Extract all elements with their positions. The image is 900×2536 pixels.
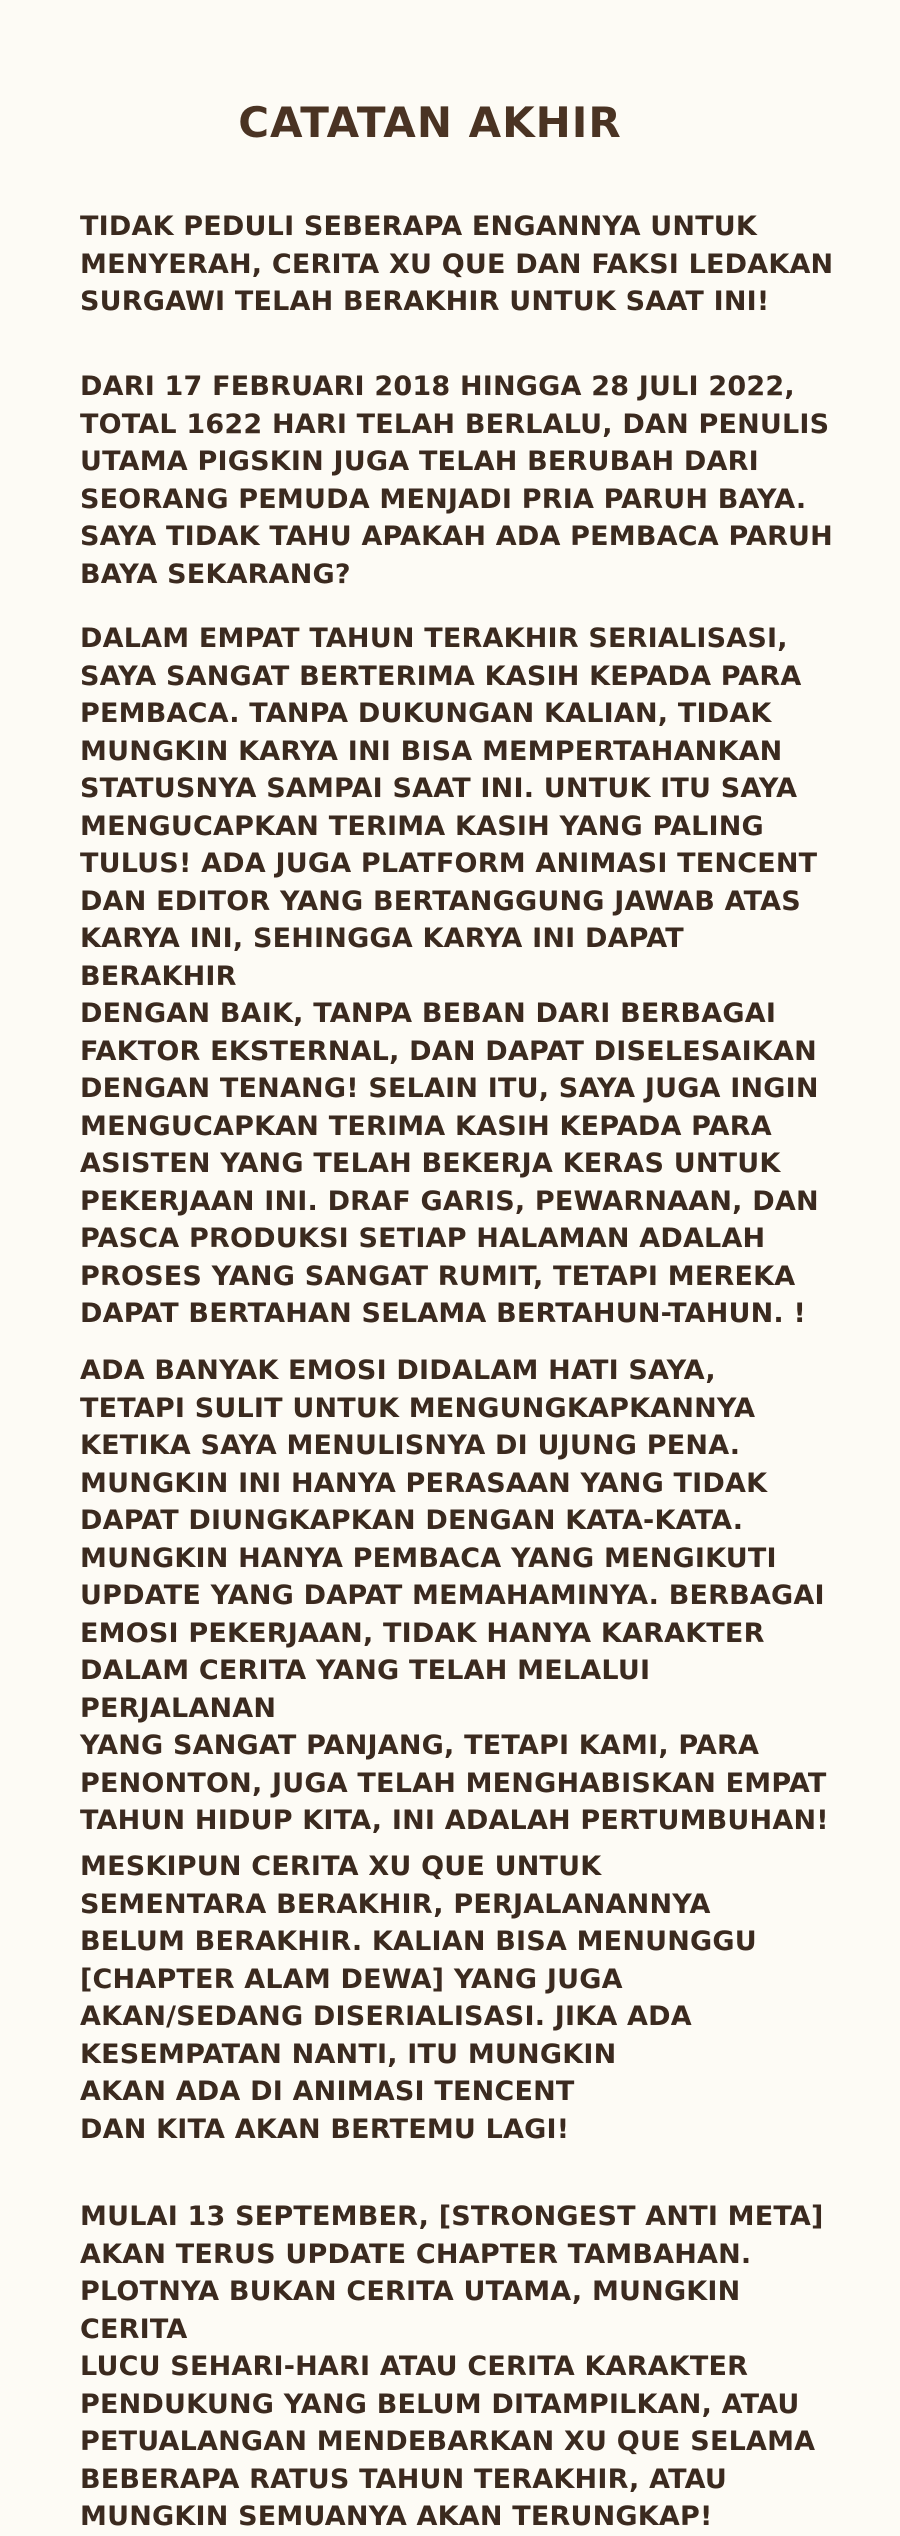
paragraph-6: MULAI 13 SEPTEMBER, [STRONGEST ANTI META] AKAN TERUS UPDATE CHAPTER TAMBAHAN. PLOTNYA BUKAN CERITA UTAMA, MUNGKIN CERITA LUCU SEHARI-HARI ATAU CERITA KARAKTER PENDUKUNG YANG BELUM DITAMPILKAN, ATAU PETUALANGAN MENDEBARKAN XU QUE SELAMA BEBERAPA RATUS TAHUN TERAKHIR, ATAU MUNGKIN SEMUANYA AKAN TERUNGKAP! [80,2201,824,2532]
paragraph-4: ADA BANYAK EMOSI DIDALAM HATI SAYA, TETAPI SULIT UNTUK MENGUNGKAPKANNYA KETIKA SAYA MENULISNYA DI UJUNG PENA. MUNGKIN INI HANYA PERASAAN YANG TIDAK DAPAT DIUNGKAPKAN DENGAN KATA-KATA. MUNGKIN HANYA PEMBACA YANG MENGIKUTI UPDATE YANG DAPAT MEMAHAMINYA. BERBAGAI EMOSI PEKERJAAN, TIDAK HANYA KARAKTER DALAM CERITA YANG TELAH MELALUI PERJALANAN YANG SANGAT PANJANG, TETAPI KAMI, PARA PENONTON, JUGA TELAH MENGHABISKAN EMPAT TAHUN HIDUP KITA, INI ADALAH PERTUMBUHAN! [80,1355,829,1836]
page-title: CATATAN AKHIR [238,98,622,148]
paragraph-5: MESKIPUN CERITA XU QUE UNTUK SEMENTARA BERAKHIR, PERJALANANNYA BELUM BERAKHIR. KALIAN BISA MENUNGGU [CHAPTER ALAM DEWA] YANG JUGA AKAN/SEDANG DISERIALISASI. JIKA ADA KESEMPATAN NANTI, ITU MUNGKIN AKAN ADA DI ANIMASI TENCENT DAN KITA AKAN BERTEMU LAGI! [80,1851,757,2145]
paragraph-1: TIDAK PEDULI SEBERAPA ENGANNYA UNTUK MENYERAH, CERITA XU QUE DAN FAKSI LEDAKAN SURGAWI TELAH BERAKHIR UNTUK SAAT INI! [80,211,834,317]
paragraph-2: DARI 17 FEBRUARI 2018 HINGGA 28 JULI 2022, TOTAL 1622 HARI TELAH BERLALU, DAN PENULIS UTAMA PIGSKIN JUGA TELAH BERUBAH DARI SEORANG PEMUDA MENJADI PRIA PARUH BAYA. SAYA TIDAK TAHU APAKAH ADA PEMBACA PARUH BAYA SEKARANG? [80,371,833,590]
paragraph-3: DALAM EMPAT TAHUN TERAKHIR SERIALISASI, SAYA SANGAT BERTERIMA KASIH KEPADA PARA PEMBACA. TANPA DUKUNGAN KALIAN, TIDAK MUNGKIN KARYA INI BISA MEMPERTAHANKAN STATUSNYA SAMPAI SAAT INI. UNTUK ITU SAYA MENGUCAPKAN TERIMA KASIH YANG PALING TULUS! ADA JUGA PLATFORM ANIMASI TENCENT DAN EDITOR YANG BERTANGGUNG JAWAB ATAS KARYA INI, SEHINGGA KARYA INI DAPAT BERAKHIR DENGAN BAIK, TANPA BEBAN DARI BERBAGAI FAKTOR EKSTERNAL, DAN DAPAT DISELESAIKAN DENGAN TENANG! SELAIN ITU, SAYA JUGA INGIN MENGUCAPKAN TERIMA KASIH KEPADA PARA ASISTEN YANG TELAH BEKERJA KERAS UNTUK PEKERJAAN INI. DRAF GARIS, PEWARNAAN, DAN PASCA PRODUKSI SETIAP HALAMAN ADALAH PROSES YANG SANGAT RUMIT, TETAPI MEREKA DAPAT BERTAHAN SELAMA BERTAHUN-TAHUN. ! [80,623,819,1329]
